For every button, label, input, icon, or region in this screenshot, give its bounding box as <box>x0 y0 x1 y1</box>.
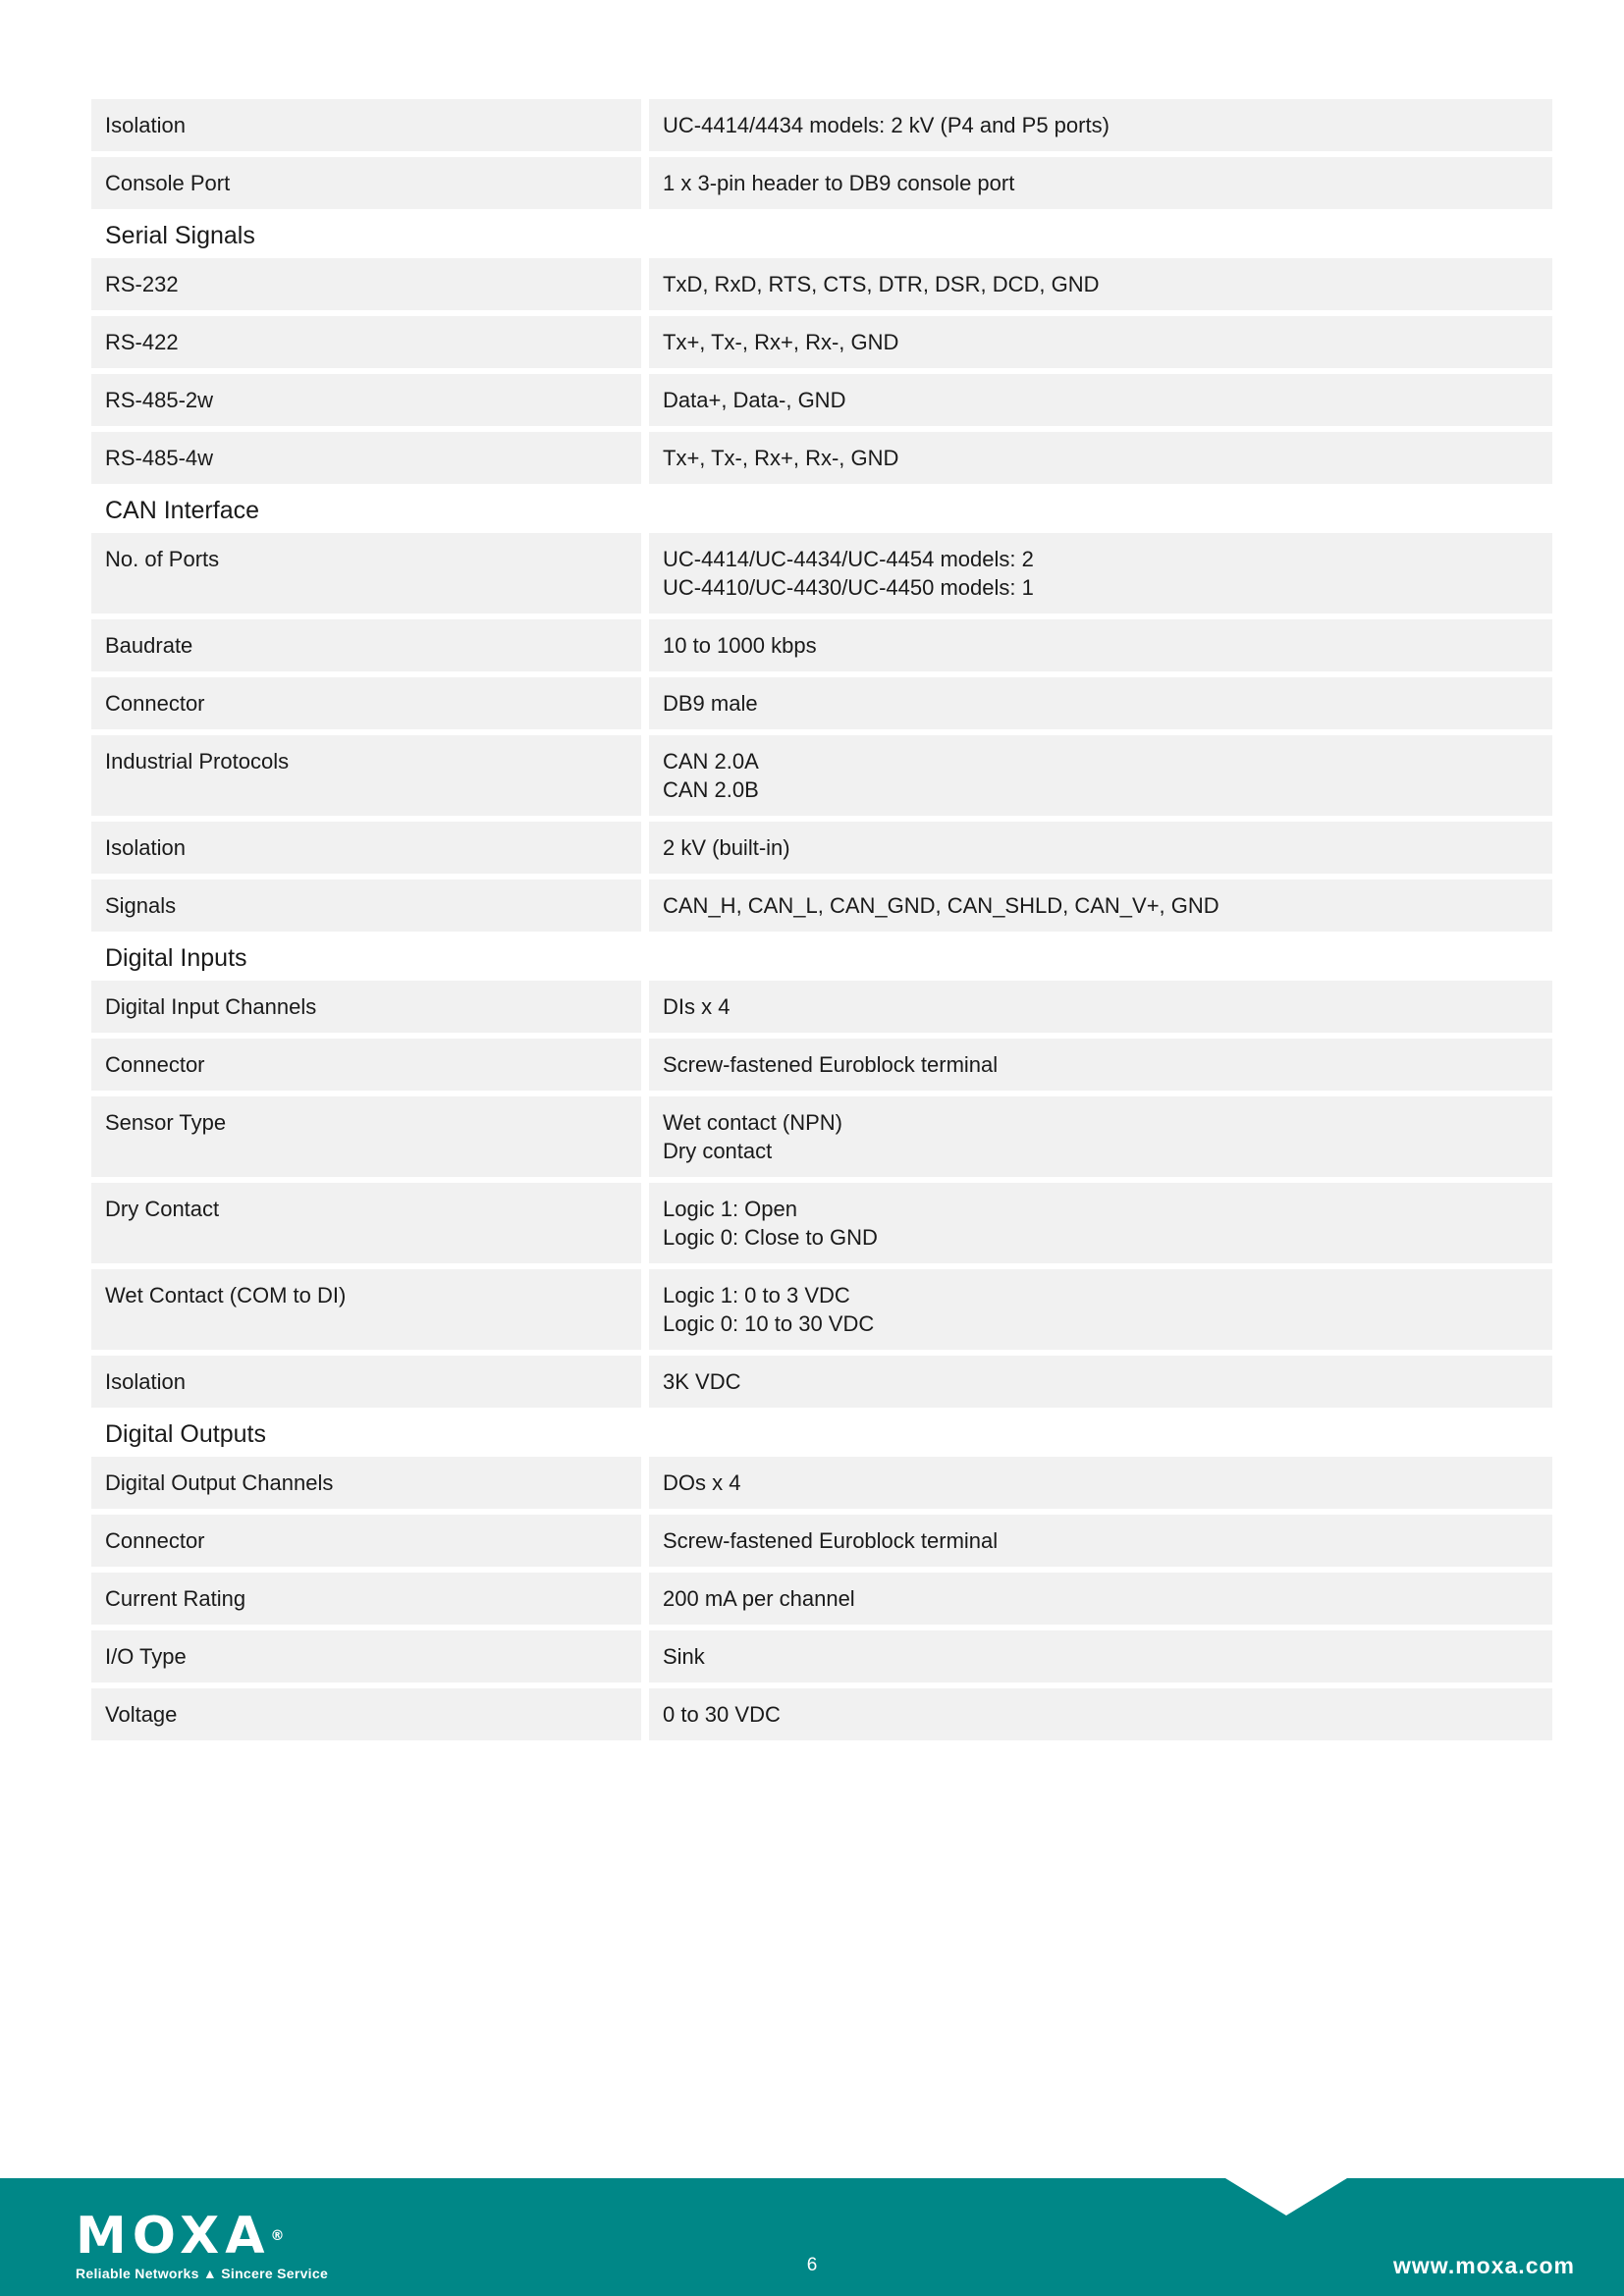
spec-value-line: CAN 2.0B <box>663 777 759 802</box>
section-title: CAN Interface <box>105 497 260 524</box>
spec-value-line: Screw-fastened Euroblock terminal <box>663 1528 999 1553</box>
spec-value <box>649 981 1552 1033</box>
registered-mark: ® <box>270 2228 285 2244</box>
spec-value-line: Tx+, Tx-, Rx+, Rx-, GND <box>663 446 899 470</box>
spec-value <box>649 1183 1552 1263</box>
table-row <box>91 1096 1552 1177</box>
spec-label: RS-232 <box>91 258 641 310</box>
table-row <box>91 880 1552 932</box>
spec-value-line: UC-4414/UC-4434/UC-4454 models: 2 <box>663 547 1034 571</box>
spec-label: Dry Contact <box>91 1183 641 1263</box>
table-row <box>91 1039 1552 1091</box>
table-row <box>91 1688 1552 1740</box>
spec-value <box>649 1630 1552 1682</box>
table-row <box>91 99 1552 151</box>
spec-label: Wet Contact (COM to DI) <box>91 1269 641 1350</box>
spec-label: RS-422 <box>91 316 641 368</box>
spec-value-line: Tx+, Tx-, Rx+, Rx-, GND <box>663 330 899 354</box>
spec-label: Digital Output Channels <box>91 1457 641 1509</box>
spec-value-line: Logic 1: Open <box>663 1197 797 1221</box>
table-row <box>91 619 1552 671</box>
table-row <box>91 1573 1552 1625</box>
spec-value <box>649 99 1552 151</box>
spec-label: Isolation <box>91 99 641 151</box>
website-link[interactable]: www.moxa.com <box>1393 2253 1575 2278</box>
table-row <box>91 1183 1552 1263</box>
spec-value <box>649 1457 1552 1509</box>
spec-value <box>649 1688 1552 1740</box>
table-row <box>91 677 1552 729</box>
table-row <box>91 432 1552 484</box>
spec-value-line: 0 to 30 VDC <box>663 1702 781 1727</box>
table-row <box>91 1630 1552 1682</box>
table-row <box>91 1269 1552 1350</box>
footer-notch <box>1225 2178 1347 2216</box>
spec-value-line: Wet contact (NPN) <box>663 1110 842 1135</box>
spec-label: Sensor Type <box>91 1096 641 1177</box>
table-row <box>91 374 1552 426</box>
spec-value-line: Dry contact <box>663 1139 773 1163</box>
spec-label: Baudrate <box>91 619 641 671</box>
table-row <box>91 258 1552 310</box>
spec-value-line: 2 kV (built-in) <box>663 835 790 860</box>
spec-value <box>649 880 1552 932</box>
table-row <box>91 1515 1552 1567</box>
spec-value <box>649 157 1552 209</box>
spec-value <box>649 533 1552 614</box>
spec-label: Connector <box>91 1039 641 1091</box>
spec-value <box>649 258 1552 310</box>
spec-label: Isolation <box>91 1356 641 1408</box>
spec-value <box>649 677 1552 729</box>
spec-value-line: UC-4410/UC-4430/UC-4450 models: 1 <box>663 575 1034 600</box>
spec-value-line: TxD, RxD, RTS, CTS, DTR, DSR, DCD, GND <box>663 272 1100 296</box>
spec-table <box>91 99 1552 1746</box>
table-row <box>91 981 1552 1033</box>
spec-label: Signals <box>91 880 641 932</box>
spec-label: Connector <box>91 677 641 729</box>
spec-label: No. of Ports <box>91 533 641 614</box>
spec-value <box>649 432 1552 484</box>
spec-value-line: 200 mA per channel <box>663 1586 855 1611</box>
spec-value <box>649 1515 1552 1567</box>
table-row <box>91 1457 1552 1509</box>
spec-value <box>649 374 1552 426</box>
table-row <box>91 1356 1552 1408</box>
spec-label: Digital Input Channels <box>91 981 641 1033</box>
spec-label: Console Port <box>91 157 641 209</box>
spec-label: Voltage <box>91 1688 641 1740</box>
moxa-logo <box>76 2207 329 2281</box>
table-row <box>91 316 1552 368</box>
spec-value <box>649 735 1552 816</box>
spec-value-line: Logic 0: Close to GND <box>663 1225 878 1250</box>
section-title: Digital Outputs <box>105 1420 266 1448</box>
section-title: Digital Inputs <box>105 944 247 972</box>
spec-value <box>649 1039 1552 1091</box>
spec-value-line: DOs x 4 <box>663 1470 741 1495</box>
table-row <box>91 533 1552 614</box>
page-footer <box>0 2178 1624 2296</box>
spec-value-line: Logic 1: 0 to 3 VDC <box>663 1283 850 1308</box>
spec-label: Current Rating <box>91 1573 641 1625</box>
table-row <box>91 822 1552 874</box>
spec-label: RS-485-2w <box>91 374 641 426</box>
spec-value-line: 10 to 1000 kbps <box>663 633 817 658</box>
page-number: 6 <box>806 2255 818 2275</box>
spec-value-line: CAN_H, CAN_L, CAN_GND, CAN_SHLD, CAN_V+, GND <box>663 893 1219 918</box>
spec-value-line: 1 x 3-pin header to DB9 console port <box>663 171 1015 195</box>
logo-wordmark: MOXA® <box>76 2207 285 2266</box>
spec-value <box>649 619 1552 671</box>
spec-value-line: DB9 male <box>663 691 758 716</box>
spec-value <box>649 1573 1552 1625</box>
spec-value <box>649 1269 1552 1350</box>
spec-value <box>649 1356 1552 1408</box>
spec-value-line: Sink <box>663 1644 705 1669</box>
table-row <box>91 157 1552 209</box>
spec-label: Isolation <box>91 822 641 874</box>
spec-value-line: Logic 0: 10 to 30 VDC <box>663 1311 875 1336</box>
spec-value-line: UC-4414/4434 models: 2 kV (P4 and P5 ports) <box>663 113 1110 137</box>
table-row <box>91 735 1552 816</box>
spec-label: I/O Type <box>91 1630 641 1682</box>
spec-value-line: Data+, Data-, GND <box>663 388 846 412</box>
logo-tagline: Reliable Networks ▲ Sincere Service <box>76 2266 329 2281</box>
spec-value <box>649 1096 1552 1177</box>
spec-value-line: DIs x 4 <box>663 994 731 1019</box>
spec-label: Industrial Protocols <box>91 735 641 816</box>
spec-value-line: Screw-fastened Euroblock terminal <box>663 1052 999 1077</box>
spec-label: RS-485-4w <box>91 432 641 484</box>
spec-value-line: 3K VDC <box>663 1369 741 1394</box>
section-title: Serial Signals <box>105 222 255 249</box>
spec-value-line: CAN 2.0A <box>663 749 759 774</box>
spec-label: Connector <box>91 1515 641 1567</box>
spec-value <box>649 316 1552 368</box>
spec-value <box>649 822 1552 874</box>
